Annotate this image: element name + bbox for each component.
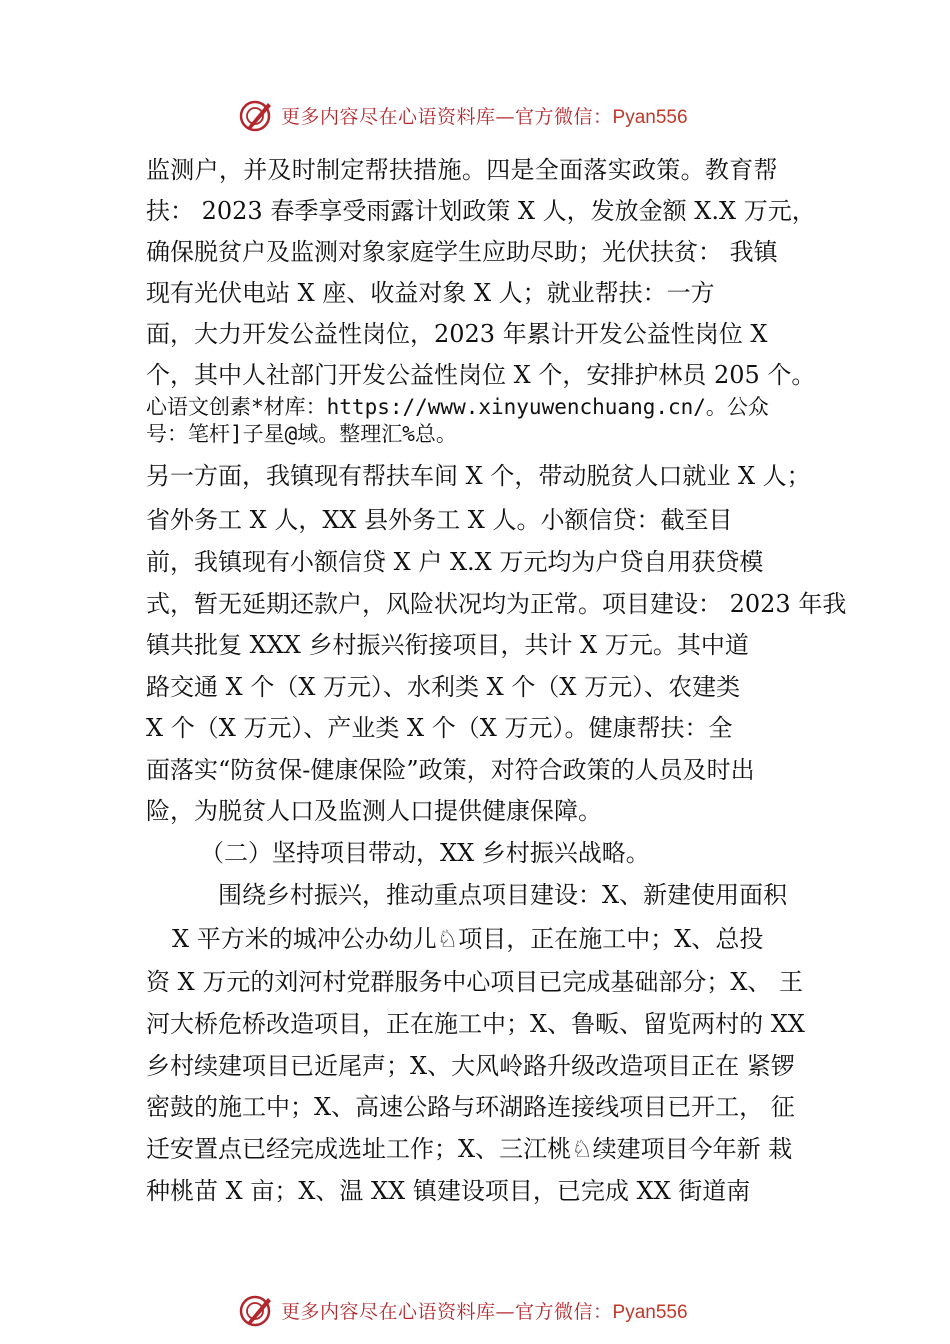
wechat-id: Pyan556 (612, 1302, 688, 1323)
text-line: 个，其中人社部门开发公益性岗位 X 个，安排护林员 205 个。 (146, 361, 816, 389)
text-line: 监测户，并及时制定帮扶措施。四是全面落实政策。教育帮 (146, 156, 778, 184)
text-line: 乡村续建项目已近尾声；X、大风岭路升级改造项目正在 紧锣 (146, 1052, 795, 1080)
text-line: 扶： 2023 春季享受雨露计划政策 X 人，发放金额 X.X 万元， (146, 197, 816, 225)
text-line: X 个（X 万元）、产业类 X 个（X 万元）。健康帮扶：全 (146, 714, 733, 742)
banner-text: 更多内容尽在心语资料库—官方微信：Pyan556 (281, 106, 688, 128)
watermark-line: 号：笔杆]子星@域。整理汇%总。 (146, 422, 457, 446)
text-line: 围绕乡村振兴，推动重点项目建设：X、新建使用面积 (218, 881, 788, 909)
text-line: 省外务工 X 人，XX 县外务工 X 人。小额信贷：截至目 (146, 506, 733, 534)
pen-logo-icon (238, 97, 274, 133)
text-line: 现有光伏电站 X 座、收益对象 X 人；就业帮扶：一方 (146, 279, 715, 307)
watermark-line: 心语文创素*材库：https://www.xinyuwenchuang.cn/。公众 (146, 395, 769, 419)
section-heading: （二）坚持项目带动，XX 乡村振兴战略。 (200, 839, 650, 867)
text-line: 路交通 X 个（X 万元）、水利类 X 个（X 万元）、农建类 (146, 673, 741, 701)
text-line: 种桃苗 X 亩；X、温 XX 镇建设项目，已完成 XX 街道南 (146, 1177, 751, 1205)
wechat-id: Pyan556 (612, 107, 688, 128)
text-line: 迁安置点已经完成选址工作；X、三江桃♘续建项目今年新 栽 (146, 1135, 793, 1163)
text-line: 面，大力开发公益性岗位，2023 年累计开发公益性岗位 X (146, 320, 768, 348)
pen-logo-icon (238, 1292, 274, 1328)
header-banner (0, 95, 950, 135)
text-line: X 平方米的城冲公办幼儿♘项目，正在施工中；X、总投 (172, 925, 764, 953)
text-line: 面落实“防贫保-健康保险”政策，对符合政策的人员及时出 (146, 756, 755, 784)
footer-banner (0, 1290, 950, 1330)
text-line: 前，我镇现有小额信贷 X 户 X.X 万元均为户贷自用获贷模 (146, 548, 764, 576)
text-line: 式，暂无延期还款户，风险状况均为正常。项目建设： 2023 年我 (146, 590, 847, 618)
text-line: 确保脱贫户及监测对象家庭学生应助尽助；光伏扶贫： 我镇 (146, 238, 778, 266)
banner-text: 更多内容尽在心语资料库—官方微信：Pyan556 (281, 1301, 688, 1323)
text-line: 密鼓的施工中；X、高速公路与环湖路连接线项目已开工， 征 (146, 1093, 795, 1121)
text-line: 镇共批复 XXX 乡村振兴衔接项目，共计 X 万元。其中道 (146, 631, 749, 659)
text-line: 险，为脱贫人口及监测人口提供健康保障。 (146, 797, 602, 825)
text-line: 另一方面，我镇现有帮扶车间 X 个，带动脱贫人口就业 X 人； (146, 462, 811, 490)
text-line: 河大桥危桥改造项目，正在施工中；X、鲁畈、留览两村的 XX (146, 1010, 805, 1038)
text-line: 资 X 万元的刘河村党群服务中心项目已完成基础部分；X、 王 (146, 968, 804, 996)
